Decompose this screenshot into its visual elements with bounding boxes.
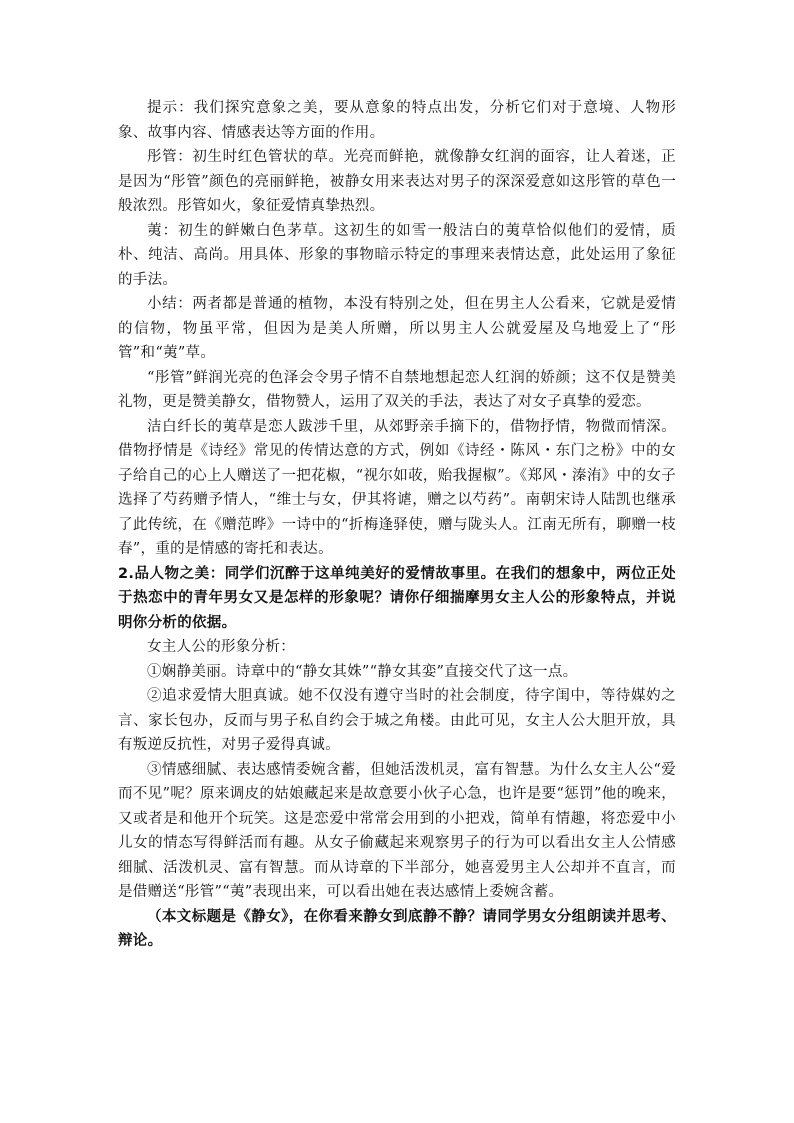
tongguan-analysis-paragraph: “彤管”鲜润光亮的色泽会令男子情不自禁地想起恋人红润的娇颜；这不仅是赞美礼物，更是赞美静女，借物赞人，运用了双关的手法，表达了对女子真挚的爱恋。 bbox=[118, 369, 676, 410]
yi-paragraph: 荑：初生的鲜嫩白色茅草。这初生的如雪一般洁白的荑草恰似他们的爱情，质朴、纯洁、高尚。用具体、形象的事物暗示特定的事理来表情达意，此处运用了象征的手法。 bbox=[118, 222, 676, 288]
heroine-analysis-title: 女主人公的形象分析： bbox=[147, 639, 295, 655]
tongguan-paragraph: 彤管：初生时红色管状的草。光亮而鲜艳，就像静女红润的面容，让人着迷，正是因为“彤管”颜色的亮丽鲜艳，被静女用来表达对男子的深深爱意如这彤管的草色一般浓烈。彤管如火，象征爱情真挚热烈。 bbox=[118, 149, 676, 214]
trait-item-1: ①娴静美丽。诗章中的“静女其姝”“静女其娈”直接交代了这一点。 bbox=[147, 663, 578, 680]
yi-analysis-paragraph: 洁白纤长的荑草是恋人跋涉千里，从郊野亲手摘下的，借物抒情，物微而情深。借物抒情是《诗经》常见的传情达意的方式，例如《诗经・陈风・东门之枌》中的女子给自己的心上人赠送了一把花椒，“视尔如荍，贻我握椒”。《郑风・溱洧》中的女子选择了芍药赠予情人，“维士与女，伊其将谑，赠之以芍药”。南朝宋诗人陆凯也继承了此传统，在《赠范晔》一诗中的“折梅逢驿使，赠与陇头人。江南无所有，聊赠一枝春”，重的是情感的寄托和表达。 bbox=[118, 418, 676, 557]
trait-item-2: ②追求爱情大胆真诚。她不仅没有遵守当时的社会制度，待字闺中，等待媒妁之言、家长包办，反而与男子私自约会于城之角楼。由此可见，女主人公大胆开放，具有叛逆反抗性，对男子爱得真诚。 bbox=[118, 688, 676, 753]
section-heading: 2.品人物之美：同学们沉醉于这单纯美好的爱情故事里。在我们的想象中，两位正处于热恋中的青年男女又是怎样的形象呢？请你仔细揣摩男女主人公的形象特点，并说明你分析的依据。 bbox=[118, 565, 676, 631]
discussion-prompt: （本文标题是《静女》，在你看来静女到底静不静？请同学男女分组朗读并思考、辩论。 bbox=[118, 908, 676, 949]
trait-item-3: ③情感细腻、表达感情委婉含蓄，但她活泼机灵，富有智慧。为什么女主人公“爱而不见”呢？原来调皮的姑娘藏起来是故意要小伙子心急，也许是要“惩罚”他的晚来，又或者是和他开个玩笑。这是恋爱中常常会用到的小把戏，简单有情趣，将恋爱中小儿女的情态写得鲜活而有趣。从女子偷藏起来观察男子的行为可以看出女主人公情感细腻、活泼机灵、富有智慧。而从诗章的下半部分，她喜爱男主人公却并不直言，而是借赠送“彤管”“荑”表现出来，可以看出她在表达感情上委婉含蓄。 bbox=[118, 761, 676, 900]
hint-paragraph: 提示：我们探究意象之美，要从意象的特点出发，分析它们对于意境、人物形象、故事内容、情感表达等方面的作用。 bbox=[118, 100, 676, 141]
summary-paragraph: 小结：两者都是普通的植物，本没有特别之处，但在男主人公看来，它就是爱情的信物，物虽平常，但因为是美人所赠，所以男主人公就爱屋及乌地爱上了“彤管”和“荑”草。 bbox=[118, 296, 676, 361]
